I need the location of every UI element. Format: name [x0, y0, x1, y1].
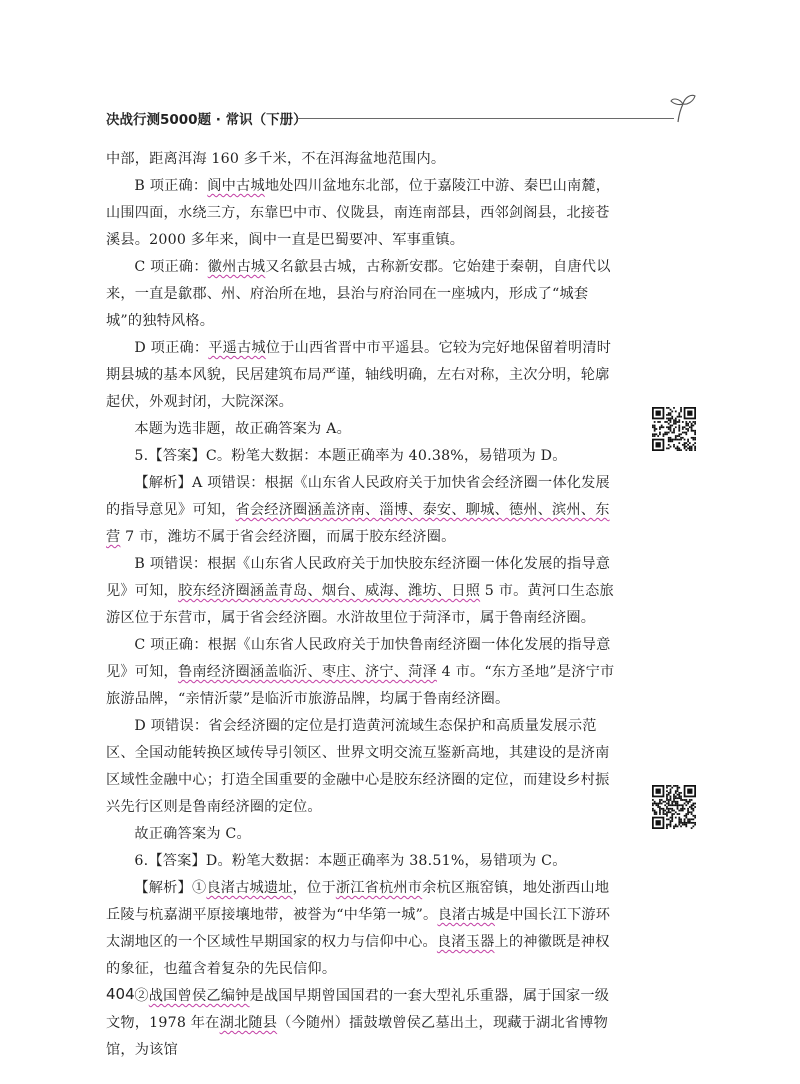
- text-run: D 项错误：省会经济圈的定位是打造黄河流域生态保护和高质量发展示范区、全国动能转换区域传导引领区、世界文明交流互鉴新高地，其建设的是济南区域性金融中心；打造全国重要的金融中心是胶东经济圈的定位，而建设乡村振兴先行区则是鲁南经济圈的定位。: [106, 718, 610, 815]
- paragraph: [106, 875, 622, 983]
- running-header: [106, 106, 696, 130]
- highlighted-term: 良渚古城: [437, 907, 495, 923]
- paragraph: [106, 335, 622, 416]
- text-run: 位于山西省晋中市平遥县。它较为完好地保留着明清时期县城的基本风貌，民居建筑布局严谨，轴线明确，左右对称，主次分明，轮廓起伏，外观封闭，大院深深。: [106, 340, 612, 410]
- paragraph: [106, 821, 622, 848]
- explanation-body: [106, 146, 622, 1064]
- highlighted-term: 阆中古城: [207, 178, 265, 194]
- text-run: D 项正确：: [134, 340, 209, 356]
- highlighted-term: 徽州古城: [207, 259, 266, 275]
- paragraph: [106, 254, 622, 335]
- header-rule: [296, 118, 674, 119]
- sprout-icon: [670, 92, 696, 126]
- paragraph: [106, 983, 622, 1064]
- highlighted-term: 良渚古城遗址: [206, 880, 293, 896]
- text-run: 【解析】A 项错误：根据《山东省人民政府关于加快省会经济圈一体化发展的指导意见》可知，: [106, 475, 610, 518]
- paragraph: [106, 551, 622, 632]
- text-run: ②: [134, 988, 149, 1004]
- page-number: 404: [106, 985, 135, 1003]
- text-run: 中部，距离洱海 160 多千米，不在洱海盆地范围内。: [106, 151, 446, 167]
- text-run: B 项正确：: [134, 178, 208, 194]
- text-run: 【解析】①: [134, 880, 207, 896]
- highlighted-term: 平遥古城: [208, 340, 266, 356]
- paragraph: [106, 173, 622, 254]
- text-run: ，位于: [292, 880, 336, 896]
- text-run: 7 市，潍坊不属于省会经济圈，而属于胶东经济圈。: [120, 529, 456, 545]
- text-run: 4 市。“东方圣地”是济宁市旅游品牌，“亲情沂蒙”是临沂市旅游品牌，均属于鲁南经济圈。: [106, 664, 615, 707]
- paragraph: [106, 416, 622, 443]
- text-run: 上的神徽既是神权的象征，也蕴含着复杂的先民信仰。: [106, 934, 610, 977]
- paragraph: [106, 632, 622, 713]
- highlighted-term: 鲁南经济圈涵盖临沂、枣庄、济宁、菏泽: [177, 664, 437, 680]
- book-title: 决战行测5000题 · 常识（下册）: [106, 112, 307, 128]
- highlighted-term: 胶东经济圈涵盖青岛、烟台、威海、潍坊、日照: [177, 583, 481, 599]
- text-run: 余杭区瓶窑镇，地处浙西山地丘陵与杭嘉湖平原接壤地带，被誉为“中华第一城”。: [106, 880, 610, 923]
- qr-code-icon[interactable]: [652, 407, 696, 451]
- text-run: 又名歙县古城，古称新安郡。它始建于秦朝，自唐代以来，一直是歙郡、州、府治所在地，县治与府治同在一座城内，形成了“城套城”的独特风格。: [106, 259, 611, 329]
- highlighted-term: 省会经济圈涵盖济南、淄博、泰安、聊城、德州、滨州、东营: [106, 502, 610, 545]
- text-run: C 项正确：根据《山东省人民政府关于加快鲁南经济圈一体化发展的指导意见》可知，: [106, 637, 611, 680]
- qr-code-icon[interactable]: [652, 785, 696, 829]
- highlighted-term: 良渚玉器: [436, 934, 495, 950]
- text-run: 地处四川盆地东北部，位于嘉陵江中游、秦巴山南麓，山围四面，水绕三方，东靠巴中市、仪陇县，南连南部县，西邻剑阁县，北接苍溪县。2000 多年来，阆中一直是巴蜀要冲、军事重镇。: [106, 178, 611, 248]
- paragraph: [106, 443, 622, 470]
- highlighted-term: 浙江省杭州市: [335, 880, 423, 896]
- paragraph: [106, 146, 622, 173]
- text-run: 故正确答案为 C。: [134, 826, 251, 842]
- text-run: 5 市。黄河口生态旅游区位于东营市，属于省会经济圈。水浒故里位于菏泽市，属于鲁南经济圈。: [106, 583, 614, 626]
- highlighted-term: 湖北随县: [219, 1015, 278, 1031]
- text-run: B 项错误：根据《山东省人民政府关于加快胶东经济圈一体化发展的指导意见》可知，: [106, 556, 611, 599]
- paragraph: [106, 848, 622, 875]
- paragraph: [106, 470, 622, 551]
- text-run: 本题为选非题，故正确答案为 A。: [134, 421, 351, 437]
- text-run: 是战国早期曾国国君的一套大型礼乐重器，属于国家一级文物，1978 年在: [106, 988, 610, 1031]
- text-run: 6.【答案】D。粉笔大数据：本题正确率为 38.51%，易错项为 C。: [134, 853, 567, 869]
- text-run: 是中国长江下游环太湖地区的一个区域性早期国家的权力与信仰中心。: [106, 907, 611, 950]
- text-run: 5.【答案】C。粉笔大数据：本题正确率为 40.38%，易错项为 D。: [134, 448, 567, 464]
- text-run: （今随州）擂鼓墩曾侯乙墓出土，现藏于湖北省博物馆，为该馆: [106, 1015, 609, 1058]
- highlighted-term: 战国曾侯乙编钟: [148, 988, 250, 1004]
- paragraph: [106, 713, 622, 821]
- text-run: C 项正确：: [134, 259, 208, 275]
